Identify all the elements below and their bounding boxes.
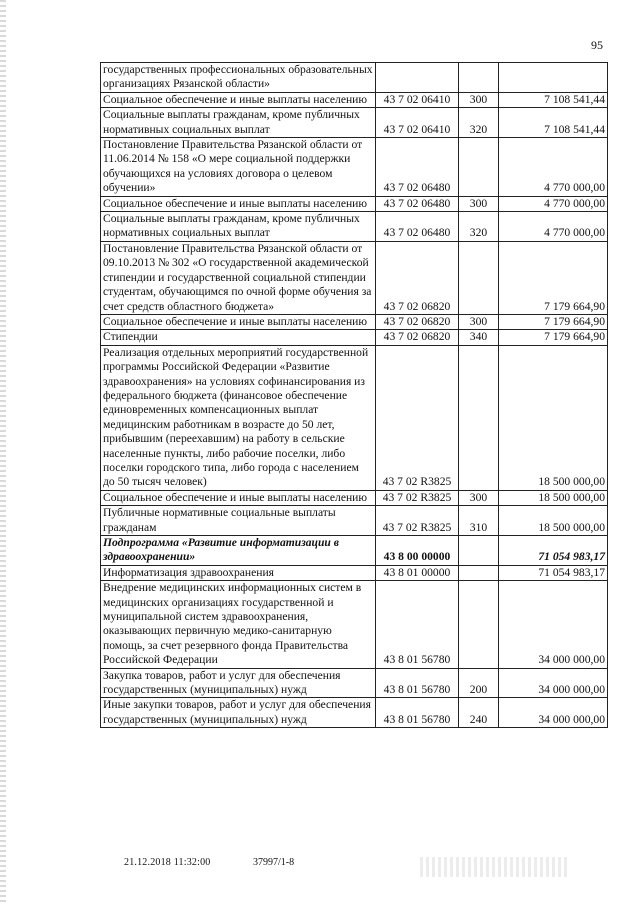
row-code: 43 8 01 56780	[376, 668, 459, 698]
row-name: Постановление Правительства Рязанской области от 09.10.2013 № 302 «О государственной академической стипендии и государственной социальной стипендии студентам, обучающимся по очной форме обучения за счет средств областного бюджета»	[101, 241, 376, 314]
row-code: 43 7 02 R3825	[376, 345, 459, 490]
row-name: Публичные нормативные социальные выплаты гражданам	[101, 506, 376, 536]
row-amount: 34 000 000,00	[499, 581, 608, 668]
row-amount: 18 500 000,00	[499, 506, 608, 536]
row-expense-type	[459, 138, 499, 197]
row-amount: 18 500 000,00	[499, 345, 608, 490]
row-name: Социальные выплаты гражданам, кроме публичных нормативных социальных выплат	[101, 108, 376, 138]
footer-datetime: 21.12.2018 11:32:00	[124, 857, 211, 868]
row-expense-type	[459, 581, 499, 668]
budget-table-body	[101, 63, 608, 728]
row-expense-type: 310	[459, 506, 499, 536]
table-row	[101, 314, 608, 329]
row-code: 43 7 02 06410	[376, 92, 459, 107]
table-row	[101, 108, 608, 138]
row-name: государственных профессиональных образовательных организациях Рязанской области»	[101, 63, 376, 93]
table-row	[101, 490, 608, 505]
budget-table	[100, 62, 608, 728]
row-expense-type: 240	[459, 698, 499, 728]
row-amount: 7 179 664,90	[499, 314, 608, 329]
row-amount: 4 770 000,00	[499, 138, 608, 197]
row-amount: 71 054 983,17	[499, 536, 608, 566]
row-name: Реализация отдельных мероприятий государственной программы Российской Федерации «Развитие здравоохранения» на условиях софинансирования из федерального бюджета (финансовое обеспечение единовременных компенсационных выплат медицинским работникам в возрасте до 50 лет, прибывшим (переехавшим) на работу в сельские населенные пункты, либо рабочие поселки, либо поселки городского типа, либо города с населением до 50 тысяч человек)	[101, 345, 376, 490]
row-name: Социальное обеспечение и иные выплаты населению	[101, 314, 376, 329]
row-code	[376, 63, 459, 93]
row-expense-type: 300	[459, 196, 499, 211]
row-expense-type: 340	[459, 330, 499, 345]
row-amount: 18 500 000,00	[499, 490, 608, 505]
row-amount: 34 000 000,00	[499, 698, 608, 728]
table-row	[101, 345, 608, 490]
row-amount: 7 179 664,90	[499, 330, 608, 345]
row-amount: 71 054 983,17	[499, 565, 608, 580]
row-name: Стипендии	[101, 330, 376, 345]
row-expense-type: 200	[459, 668, 499, 698]
row-name: Иные закупки товаров, работ и услуг для обеспечения государственных (муниципальных) нужд	[101, 698, 376, 728]
row-expense-type: 300	[459, 490, 499, 505]
table-row	[101, 506, 608, 536]
table-row	[101, 241, 608, 314]
row-code: 43 7 02 06820	[376, 241, 459, 314]
row-name: Социальные выплаты гражданам, кроме публичных нормативных социальных выплат	[101, 212, 376, 242]
table-row	[101, 565, 608, 580]
scan-edge-artifact	[0, 0, 6, 905]
table-row	[101, 212, 608, 242]
row-code: 43 7 02 06820	[376, 330, 459, 345]
row-expense-type: 320	[459, 108, 499, 138]
row-name: Социальное обеспечение и иные выплаты населению	[101, 92, 376, 107]
table-row	[101, 63, 608, 93]
row-amount: 7 108 541,44	[499, 92, 608, 107]
row-code: 43 7 02 R3825	[376, 506, 459, 536]
table-row	[101, 668, 608, 698]
row-expense-type	[459, 536, 499, 566]
row-expense-type: 320	[459, 212, 499, 242]
row-expense-type: 300	[459, 92, 499, 107]
row-name: Социальное обеспечение и иные выплаты населению	[101, 490, 376, 505]
row-code: 43 7 02 06480	[376, 212, 459, 242]
row-code: 43 8 01 56780	[376, 698, 459, 728]
row-code: 43 7 02 06410	[376, 108, 459, 138]
row-code: 43 7 02 06820	[376, 314, 459, 329]
table-row	[101, 581, 608, 668]
table-row	[101, 92, 608, 107]
row-name: Информатизация здравоохранения	[101, 565, 376, 580]
row-expense-type: 300	[459, 314, 499, 329]
row-expense-type	[459, 345, 499, 490]
row-amount	[499, 63, 608, 93]
row-expense-type	[459, 565, 499, 580]
row-code: 43 7 02 R3825	[376, 490, 459, 505]
row-amount: 4 770 000,00	[499, 212, 608, 242]
faint-stamp-artifact	[420, 857, 570, 877]
table-row	[101, 536, 608, 566]
row-code: 43 8 01 00000	[376, 565, 459, 580]
row-amount: 34 000 000,00	[499, 668, 608, 698]
footer-doc-number: 37997/1-8	[253, 857, 295, 868]
row-name: Постановление Правительства Рязанской области от 11.06.2014 № 158 «О мере социальной поддержки обучающихся на условиях договора о целевом обучении»	[101, 138, 376, 197]
row-name: Социальное обеспечение и иные выплаты населению	[101, 196, 376, 211]
row-code: 43 7 02 06480	[376, 138, 459, 197]
row-name: Закупка товаров, работ и услуг для обеспечения государственных (муниципальных) нужд	[101, 668, 376, 698]
table-row	[101, 138, 608, 197]
row-name: Внедрение медицинских информационных систем в медицинских организациях государственной и муниципальной систем здравоохранения, оказывающих первичную медико-санитарную помощь, за счет резервного фонда Правительства Российской Федерации	[101, 581, 376, 668]
page-number: 95	[591, 38, 603, 52]
row-amount: 7 179 664,90	[499, 241, 608, 314]
table-row	[101, 330, 608, 345]
row-expense-type	[459, 241, 499, 314]
row-code: 43 7 02 06480	[376, 196, 459, 211]
row-code: 43 8 00 00000	[376, 536, 459, 566]
row-expense-type	[459, 63, 499, 93]
row-amount: 4 770 000,00	[499, 196, 608, 211]
row-name: Подпрограмма «Развитие информатизации в здравоохранении»	[101, 536, 376, 566]
row-amount: 7 108 541,44	[499, 108, 608, 138]
row-code: 43 8 01 56780	[376, 581, 459, 668]
table-row	[101, 698, 608, 728]
table-row	[101, 196, 608, 211]
